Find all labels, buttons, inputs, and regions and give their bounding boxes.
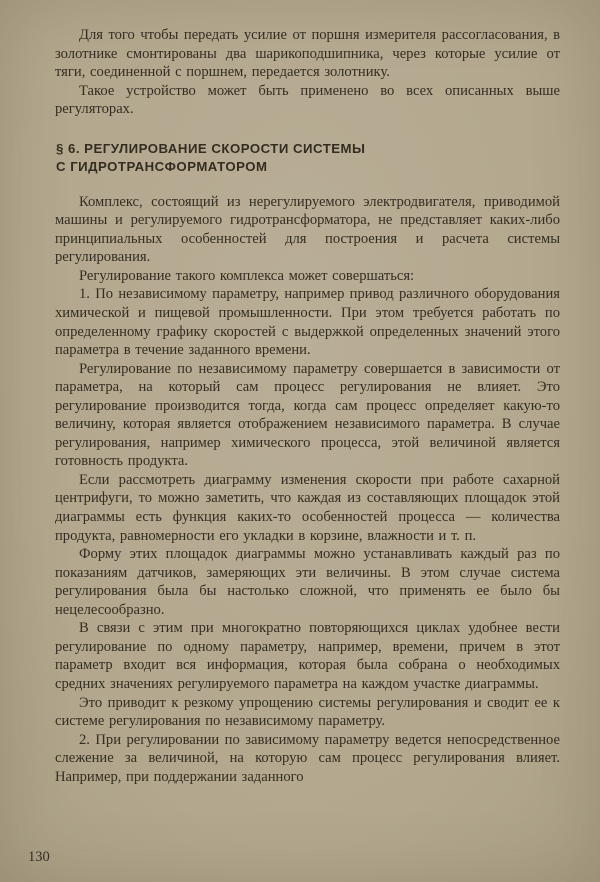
paragraph: 2. При регулировании по зависимому параметру ведется непосредственное слежение за величиной, на которую сам процесс регулирования влияет. Например, при поддержании заданного	[55, 731, 560, 785]
section-heading	[56, 140, 560, 176]
paragraph: Это приводит к резкому упрощению системы регулирования и сводит ее к системе регулирования по независимому параметру.	[55, 694, 560, 730]
section-heading-line-2: С ГИДРОТРАНСФОРМАТОРОМ	[56, 158, 268, 174]
paragraph: Регулирование такого комплекса может совершаться:	[79, 267, 415, 284]
paragraph: В связи с этим при многократно повторяющихся циклах удобнее вести регулирование по одному параметру, например, времени, причем в этот параметр входит вся информация, которая была собрана о необходимых средних значениях регулируемого параметра на каждом участке диаграммы.	[55, 620, 560, 692]
text-column	[55, 26, 560, 786]
section-heading-line-1: § 6. РЕГУЛИРОВАНИЕ СКОРОСТИ СИСТЕМЫ	[56, 140, 366, 156]
paragraph: 1. По независимому параметру, например привод различного оборудования химической и пищевой промышленности. При этом требуется работать по определенному графику скоростей с выдержкой определенных значений этого параметра в течение заданного времени.	[55, 286, 560, 359]
paragraph: Если рассмотреть диаграмму изменения скорости при работе сахарной центрифуги, то можно заметить, что каждая из составляющих площадок этой диаграммы есть функция каких-то особенностей процесса — количества продукта, равномерности его укладки в корзине, влажности и т. п.	[55, 471, 560, 544]
page-number: 130	[28, 849, 50, 865]
paragraph: Комплекс, состоящий из нерегулируемого электродвигателя, приводимой машины и регулируемого гидротрансформатора, не представляет каких-либо принципиальных особенностей для построения и расчета системы регулирования.	[55, 193, 560, 266]
paragraph: Форму этих площадок диаграммы можно устанавливать каждый раз по показаниям датчиков, замеряющих эти величины. В этом случае система регулирования была бы настолько сложной, что применять ее было бы нецелесообразно.	[55, 546, 560, 618]
paragraph: Для того чтобы передать усилие от поршня измерителя рассогласования, в золотнике смонтированы два шарикоподшипника, через которые усилие от тяги, соединенной с поршнем, передается золотнику.	[55, 27, 560, 81]
paragraph: Регулирование по независимому параметру совершается в зависимости от параметра, на который сам процесс регулирования не влияет. Это регулирование производится тогда, когда сам процесс определяет какую-то величину, которая является отображением независимого параметра. В случае регулирования, например химического процесса, этой величиной является готовность продукта.	[55, 360, 560, 470]
paragraph: Такое устройство может быть применено во всех описанных выше регуляторах.	[55, 82, 560, 118]
